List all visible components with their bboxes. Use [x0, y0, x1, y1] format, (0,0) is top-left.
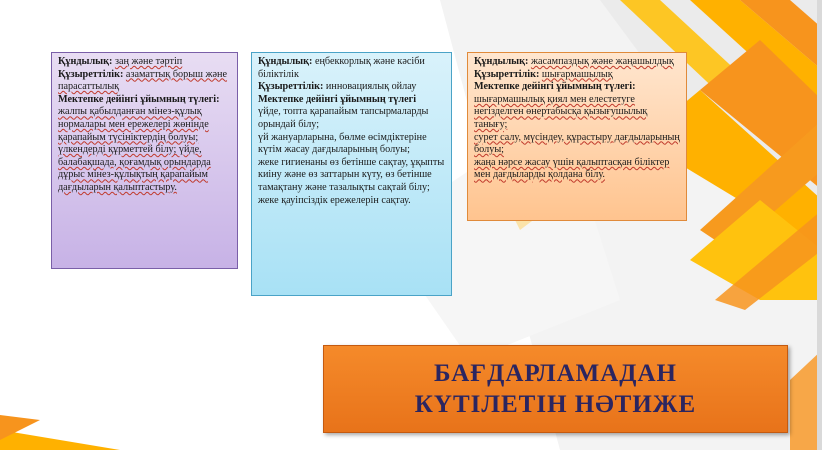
result-line: жаңа нәрсе жасау үшін қалыптасқан біліктер мен дағдыларды қолдана білу. [474, 156, 670, 181]
scrollbar[interactable] [817, 0, 822, 450]
competence-label: Құзыреттілік: [58, 68, 124, 80]
value-card-law [51, 52, 238, 269]
value-card-labor [251, 52, 452, 296]
result-line: жеке гигиенаны өз бетінше сақтау, ұқыпты киіну және өз заттарын күту, өз бетінше тамақтану және тазалықты сақтай білу; жеке қауіпсіздік ережелерін сақтау. [258, 156, 445, 206]
result-line: үлкендерді құрметтей білу; үйде, балабақшада, қоғамдық орындарда дұрыс мінез-құлықтың қарапайым дағдыларын қалыптастыру. [58, 144, 211, 193]
target-label: Мектепке дейінгі ұйымның түлегі: [474, 81, 636, 93]
value-label: Құндылық: [58, 56, 113, 67]
value-label: Құндылық: [474, 56, 529, 67]
target-label: Мектепке дейінгі ұйымның түлегі: [58, 93, 220, 105]
value-text: жасампаздық және жаңашылдық [530, 56, 674, 67]
slide-title-line-2: КҮТІЛЕТІН НӘТИЖЕ [414, 391, 697, 418]
competence-text: инновациялық ойлау [325, 81, 417, 93]
competence-label: Құзыреттілік: [474, 68, 540, 80]
value-label: Құндылық: [258, 56, 313, 67]
result-line: сурет салу, мүсіндеу, құрастыру дағдыларының болуы; [474, 131, 680, 156]
slide-title-line-1: БАҒДАРЛАМАДАН [434, 360, 677, 387]
competence-text: шығармашылық [541, 68, 613, 80]
value-text: заң және тәртіп [114, 56, 183, 67]
result-line: үйде, топта қарапайым тапсырмаларды орындай білу; [258, 106, 429, 130]
target-label: Мектепке дейінгі ұйымның түлегі [258, 93, 417, 105]
result-line: жалпы қабылданған мінез-құлық нормалары мен ережелері жөнінде қарапайым түсініктердің болуы; [58, 106, 209, 143]
competence-label: Құзыреттілік: [258, 81, 324, 93]
value-card-creativity [467, 52, 687, 221]
stripe-bottom-left [0, 430, 120, 450]
slide-title-box [323, 345, 788, 433]
competence-text: азаматтық борыш және парасаттылық [58, 68, 228, 93]
result-line: үй жануарларына, бөлме өсімдіктеріне күтім жасау дағдыларының болуы; [258, 131, 427, 156]
value-text: еңбеккорлық және кәсіби біліктілік [258, 56, 425, 80]
result-line: шығармашылық қиял мен елестетуге негізделген өнертабысқа қызығушылық танығу; [474, 93, 648, 130]
